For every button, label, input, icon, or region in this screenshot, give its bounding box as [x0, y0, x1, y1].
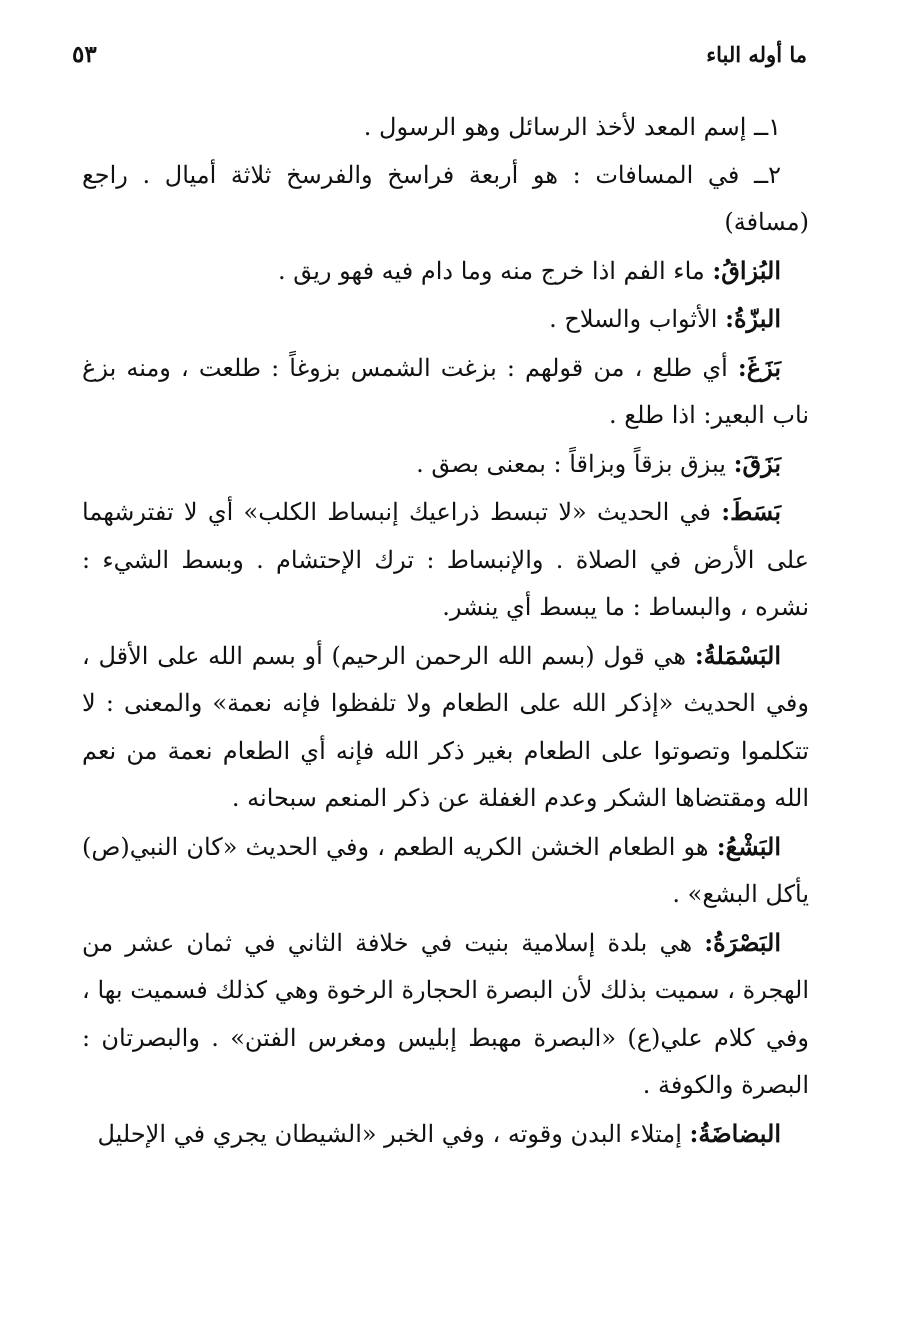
entry-sense-1 [82, 104, 809, 152]
running-head [72, 34, 807, 74]
entry-basmalah [82, 632, 809, 823]
entry-headword: البُزاقُ: [712, 255, 781, 285]
entry-text: في الحديث «لا تبسط ذراعيك إنبساط الكلب» أي لا تفترشهما على الأرض في الصلاة . والإنبساط : ترك الإحتشام . وبسط الشيء : نشره ، والبساط : ما يبسط أي ينشر. [82, 498, 809, 621]
entry-badadah [82, 1110, 809, 1159]
entry-headword: البزّةُ: [725, 304, 781, 333]
dictionary-entries [82, 104, 809, 1158]
entry-bash [82, 823, 809, 919]
running-title: ما أوله الباء [706, 41, 807, 67]
entry-bazagha [82, 344, 809, 440]
entry-basrah [82, 919, 809, 1110]
entry-text: أي طلع ، من قولهم : بزغت الشمس بزوغاً : طلعت ، ومنه بزغ ناب البعير: اذا طلع . [82, 353, 809, 429]
entry-text: إمتلاء البدن وقوته ، وفي الخبر «الشيطان يجري في الإحليل [97, 1119, 690, 1148]
entry-headword: البَصْرَةُ: [704, 927, 781, 957]
entry-text: هو الطعام الخشن الكريه الطعم ، وفي الحديث «كان النبي(ص) يأكل البشع» . [82, 832, 809, 908]
entry-headword: البَسْمَلةُ: [694, 640, 781, 670]
entry-headword: بَزَغَ: [737, 352, 781, 382]
entry-bazaqa [82, 440, 809, 489]
entry-headword: بَسَطَ: [721, 497, 781, 526]
entry-buzaq [82, 247, 809, 296]
entry-bazzah [82, 295, 809, 344]
entry-text: ٢ــ في المسافات : هو أربعة فراسخ والفرسخ ثلاثة أميال . راجع (مسافة) [82, 160, 809, 236]
entry-headword: بَزَقَ: [733, 448, 781, 478]
entry-headword: البَشْعُ: [716, 831, 781, 861]
entry-text: يبزق بزقاً وبزاقاً : بمعنى بصق . [416, 449, 734, 478]
entry-sense-2 [82, 152, 809, 247]
entry-headword: البضاضَةُ: [689, 1118, 781, 1148]
entry-text: الأثواب والسلاح . [549, 305, 726, 333]
entry-text: ١ــ إسم المعد لأخذ الرسائل وهو الرسول . [363, 113, 781, 141]
entry-text: ماء الفم اذا خرج منه وما دام فيه فهو ريق . [277, 256, 713, 285]
entry-text: هي قول (بسم الله الرحمن الرحيم) أو بسم الله على الأقل ، وفي الحديث «إذكر الله على الطعام ولا تلفظوا فإنه نعمة» والمعنى : لا تتكلموا وتصوتوا على الطعام بغير ذكر الله فإنه أي الطعام نعمة من نعم الله ومقتضاها الشكر وعدم الغفلة عن ذكر المنعم سبحانه . [82, 641, 809, 812]
page-number: ٥٣ [72, 40, 97, 68]
entry-text: هي بلدة إسلامية بنيت في خلافة الثاني في ثمان عشر من الهجرة ، سميت بذلك لأن البصرة الحجارة الرخوة وهي كذلك فسميت بها ، وفي كلام علي(ع) «البصرة مهبط إبليس ومغرس الفتن» . والبصرتان : البصرة والكوفة . [82, 928, 809, 1099]
entry-basata [82, 488, 809, 632]
